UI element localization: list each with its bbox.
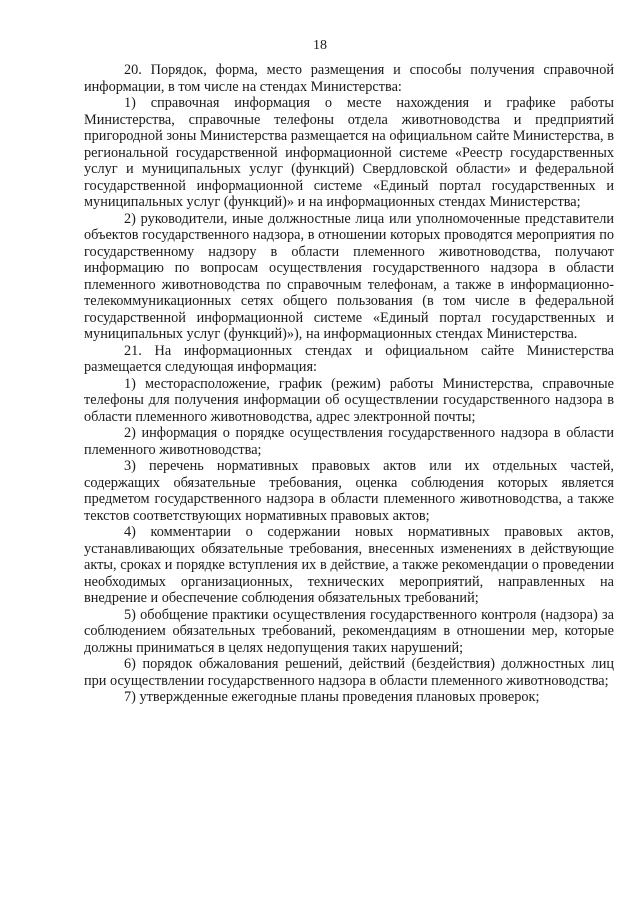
paragraph-21-item-2: 2) информация о порядке осуществления государственного надзора в области племенного животноводства; — [84, 425, 614, 458]
paragraph-20-item-1: 1) справочная информация о месте нахождения и графике работы Министерства, справочные телефоны отдела животноводства и предприятий пригородной зоны Министерства размещается на официальном сайте Министерства, в региональной государственной информационной системе «Реестр государственных услуг и муниципальных услуг (функций) Свердловской области» и федеральной государственной информационной системе «Единый портал государственных и муниципальных услуг (функций)» и на информационных стендах Министерства; — [84, 95, 614, 210]
paragraph-21-item-3: 3) перечень нормативных правовых актов или их отдельных частей, содержащих обязательные требования, оценка соблюдения которых является предметом государственного надзора в области племенного животноводства, а также текстов соответствующих нормативных правовых актов; — [84, 458, 614, 524]
paragraph-21-item-6: 6) порядок обжалования решений, действий (бездействия) должностных лиц при осуществлении государственного надзора в области племенного животноводства; — [84, 656, 614, 689]
paragraph-21-item-1: 1) месторасположение, график (режим) работы Министерства, справочные телефоны для получения информации об осуществлении государственного надзора в области племенного животноводства, адрес электронной почты; — [84, 375, 614, 425]
page-number: 18 — [313, 38, 327, 53]
paragraph-21-item-7: 7) утвержденные ежегодные планы проведения плановых проверок; — [124, 689, 540, 705]
document-body — [84, 62, 614, 706]
paragraph-20-item-2: 2) руководители, иные должностные лица или уполномоченные представители объектов государственного надзора, в отношении которых проводятся мероприятия по государственному надзору в области племенного животноводства, получают информацию по вопросам осуществления государственного надзора в области племенного животноводства по справочным телефонам, а также в информационно-телекоммуникационных сетях общего пользования (в том числе в федеральной государственной информационной системе «Единый портал государственных и муниципальных услуг (функций)»), на информационных стендах Министерства. — [84, 210, 614, 342]
paragraph-21: 21. На информационных стендах и официальном сайте Министерства размещается следующая информация: — [84, 342, 614, 375]
paragraph-21-item-5: 5) обобщение практики осуществления государственного контроля (надзора) за соблюдением обязательных требований, рекомендациям в отношении мер, которые должны приниматься в целях недопущения таких нарушений; — [84, 606, 614, 656]
paragraph-20: 20. Порядок, форма, место размещения и способы получения справочной информации, в том числе на стендах Министерства: — [84, 62, 614, 95]
paragraph-21-item-4: 4) комментарии о содержании новых нормативных правовых актов, устанавливающих обязательные требования, внесенных изменениях в действующие акты, сроках и порядке вступления их в действие, а также рекомендации о проведении необходимых организационных, технических мероприятий, направленных на внедрение и обеспечение соблюдения обязательных требований; — [84, 524, 614, 606]
